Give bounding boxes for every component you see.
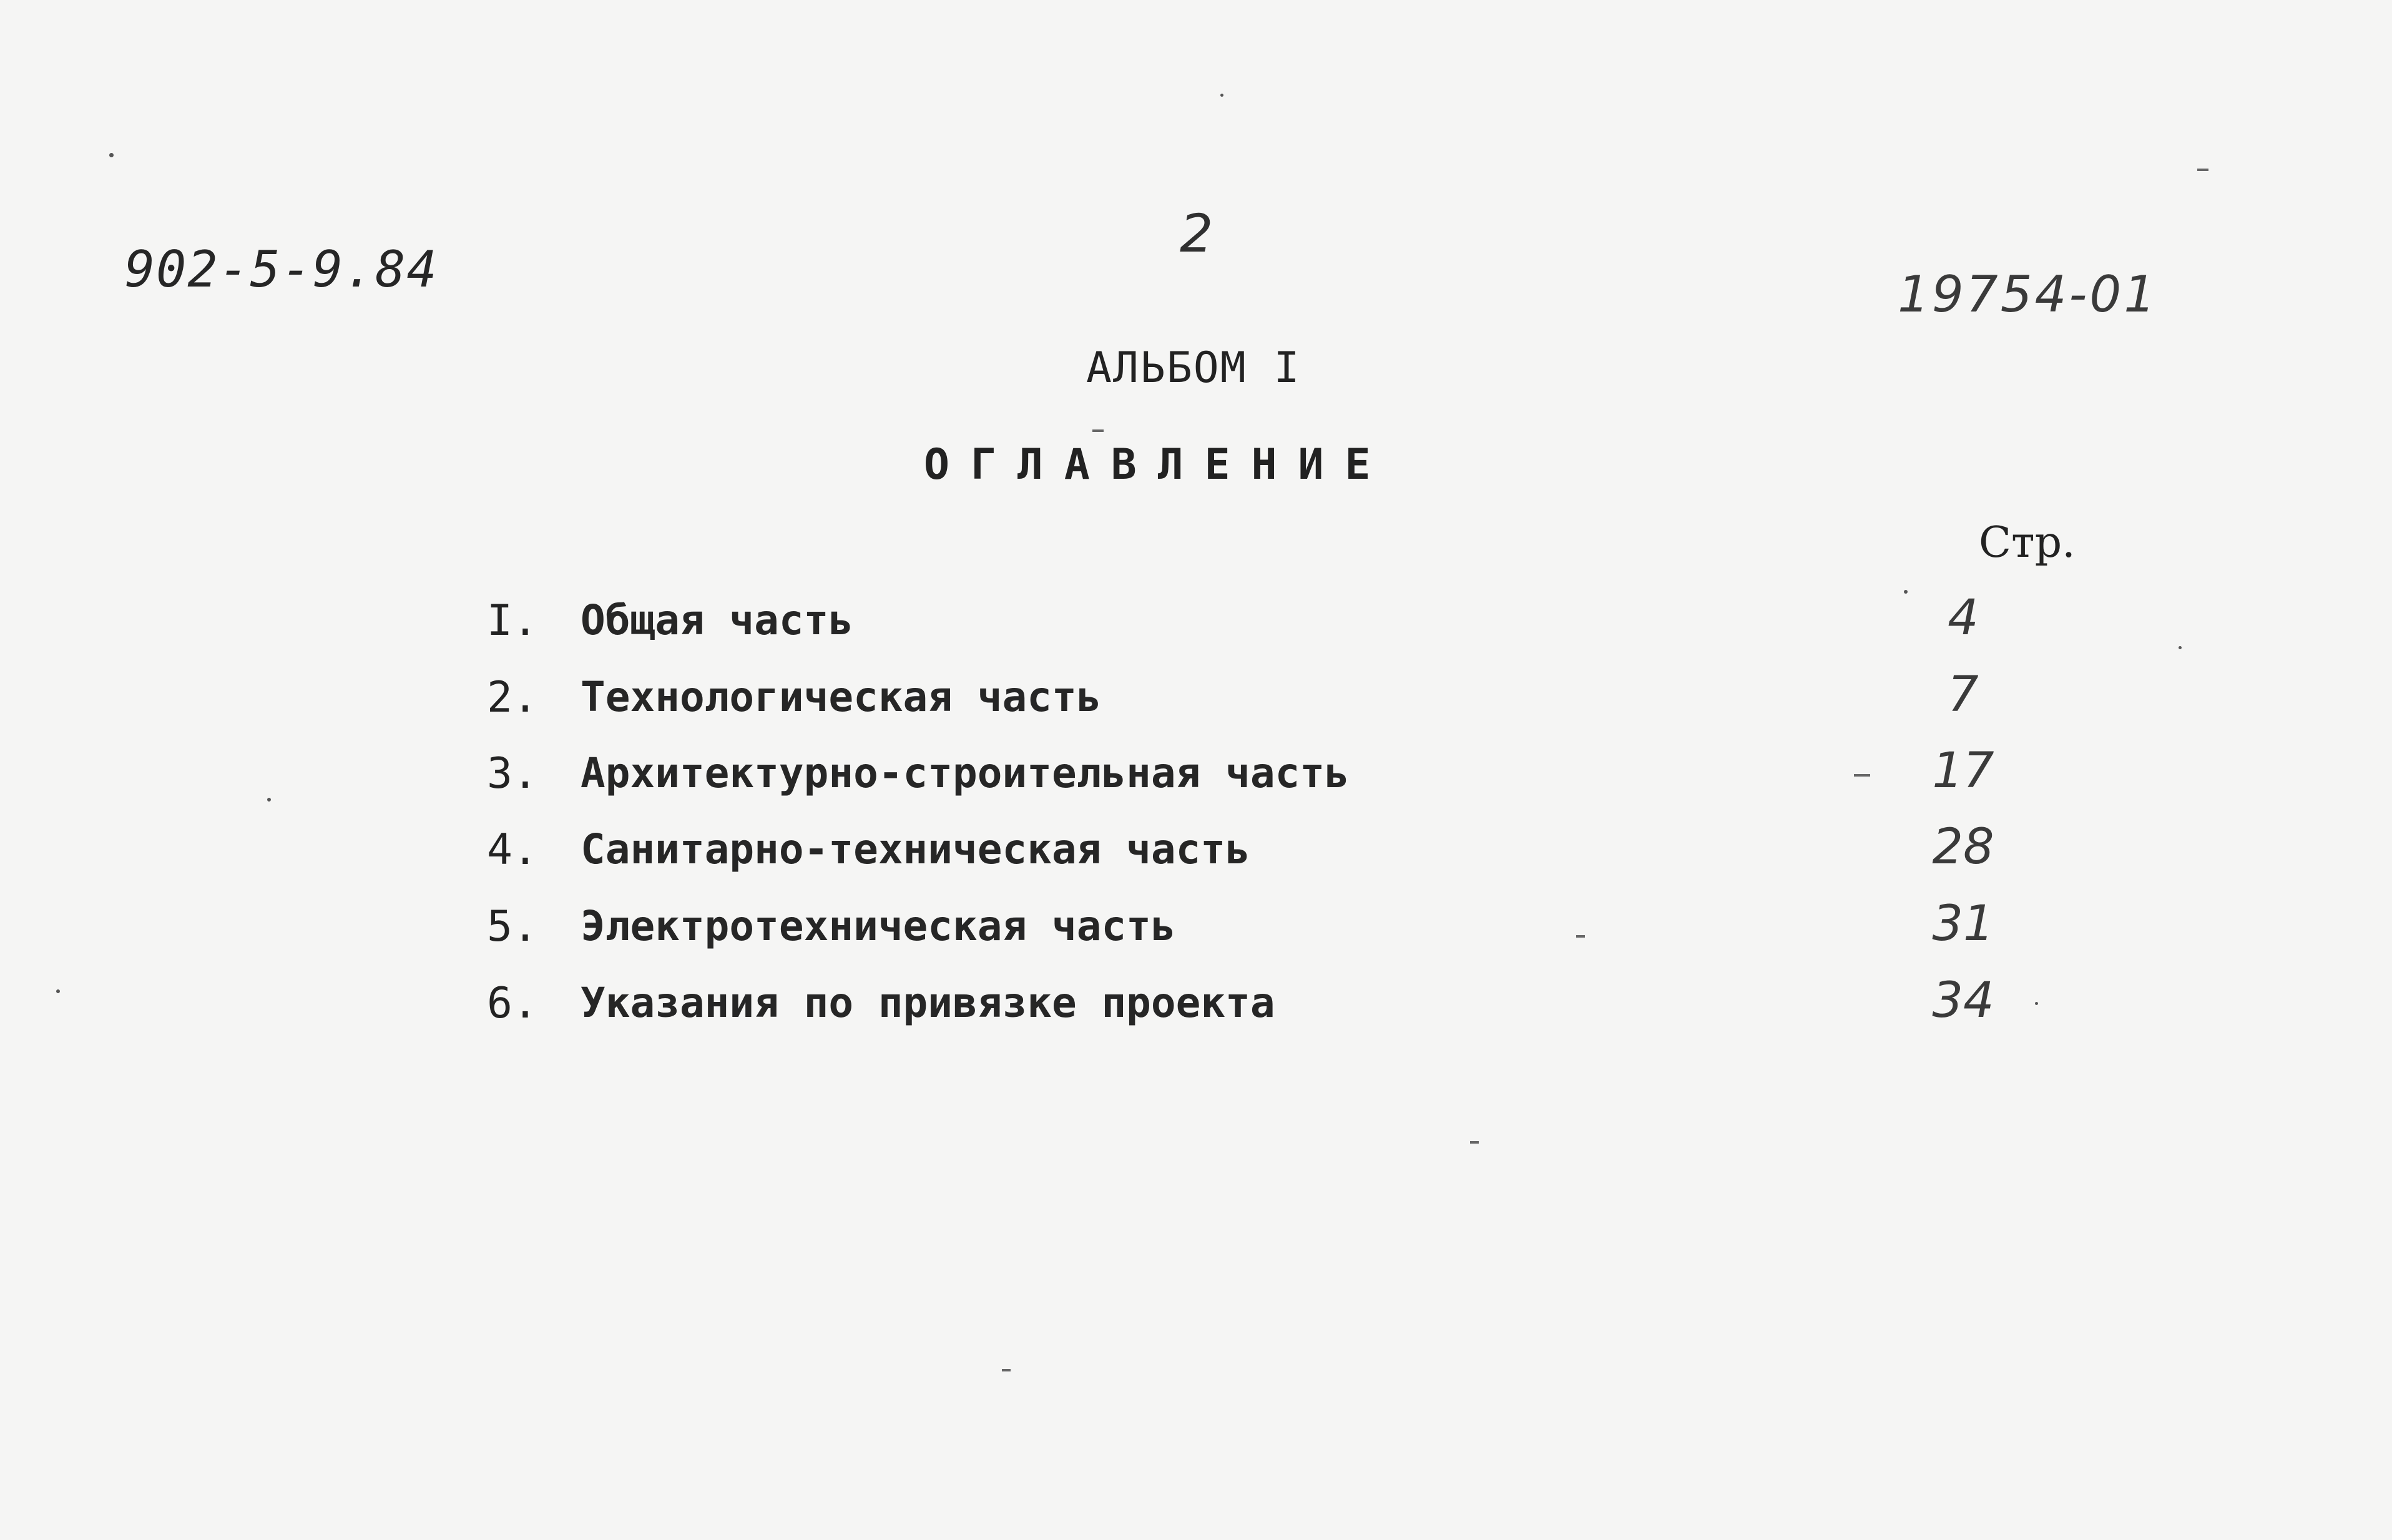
scan-mark [1576, 935, 1585, 938]
scan-mark [1854, 774, 1870, 777]
scan-speck [1904, 590, 1908, 594]
toc-item-number: 4. [487, 825, 538, 875]
toc-item-number: I. [487, 596, 538, 645]
scan-speck [1220, 94, 1223, 97]
toc-item [487, 973, 2047, 1041]
toc-item-page: 17 [1932, 743, 1994, 799]
pages-column-header: Стр. [1979, 518, 2076, 567]
toc-heading: ОГЛАВЛЕНИЕ [924, 440, 1392, 489]
toc-item-label: Общая часть [581, 596, 854, 644]
toc-item-label: Указания по привязке проекта [581, 979, 1275, 1027]
page-number: 2 [1180, 203, 1213, 264]
toc-item [487, 590, 2047, 659]
toc-item-number: 3. [487, 749, 538, 798]
toc-item [487, 667, 2047, 735]
toc-item-page: 28 [1932, 819, 1994, 875]
toc-item-number: 6. [487, 979, 538, 1028]
scan-speck [2179, 646, 2182, 649]
scan-speck [267, 798, 271, 802]
scan-speck [109, 153, 114, 157]
toc-item [487, 896, 2047, 964]
album-title: АЛЬБОМ I [1086, 343, 1301, 393]
document-code: 902-5-9.84 [125, 240, 438, 298]
scan-mark [1002, 1369, 1011, 1371]
scan-speck [56, 989, 60, 993]
scan-mark [1092, 429, 1104, 432]
toc-item-number: 5. [487, 902, 538, 951]
toc-item-label: Архитектурно-строительная часть [581, 749, 1350, 797]
inventory-number: 19754-01 [1898, 265, 2159, 323]
scan-mark [1470, 1141, 1479, 1144]
scan-mark [2197, 169, 2208, 171]
toc-item [487, 819, 2047, 888]
toc-item-page: 7 [1948, 667, 1979, 723]
toc-item-label: Санитарно-техническая часть [581, 825, 1250, 873]
toc-item-label: Технологическая часть [581, 673, 1102, 721]
toc-item-page: 4 [1948, 590, 1979, 646]
toc-item-page: 34 [1932, 973, 1994, 1029]
scan-speck [2035, 1002, 2038, 1005]
toc-item [487, 743, 2047, 812]
toc-item-label: Электротехническая часть [581, 902, 1176, 950]
toc-item-page: 31 [1932, 896, 1994, 952]
toc-item-number: 2. [487, 673, 538, 722]
